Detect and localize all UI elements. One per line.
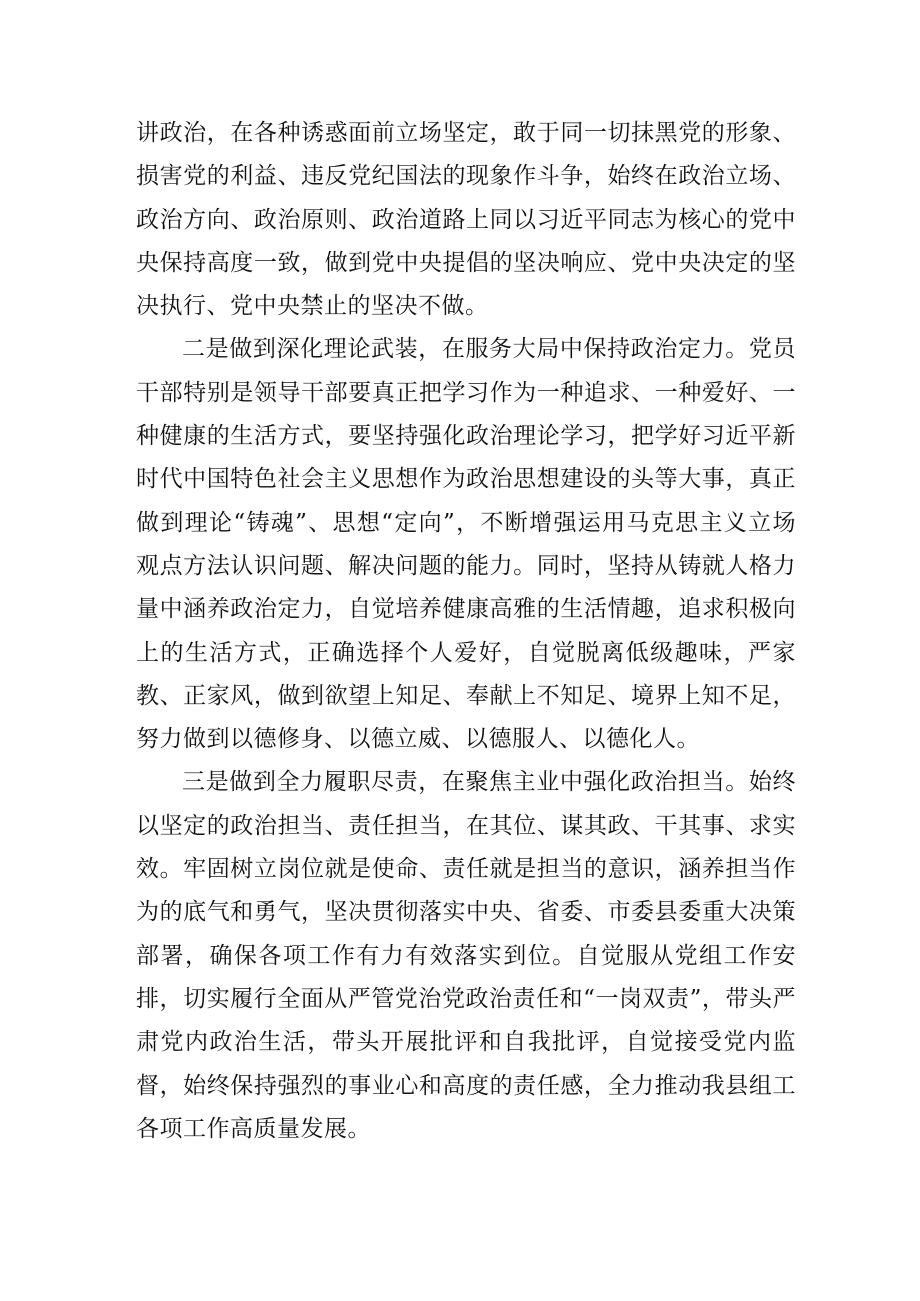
paragraph-continuation: 讲政治，在各种诱惑面前立场坚定，敢于同一切抹黑党的形象、损害党的利益、违反党纪国法的现象作斗争，始终在政治立场、政治方向、政治原则、政治道路上同以习近平同志为核心的党中央保持高度一致，做到党中央提倡的坚决响应、党中央决定的坚决执行、党中央禁止的坚决不做。 [136, 120, 796, 320]
paragraph-point-two: 二是做到深化理论武装，在服务大局中保持政治定力。党员干部特别是领导干部要真正把学习作为一种追求、一种爱好、一种健康的生活方式，要坚持强化政治理论学习，把学好习近平新时代中国特色社会主义思想作为政治思想建设的头等大事，真正做到理论“铸魂”、思想“定向”，不断增强运用马克思主义立场观点方法认识问题、解决问题的能力。同时，坚持从铸就人格力量中涵养政治定力，自觉培养健康高雅的生活情趣，追求积极向上的生活方式，正确选择个人爱好，自觉脱离低级趣味，严家教、正家风，做到欲望上知足、奉献上不知足、境界上知不足，努力做到以德修身、以德立威、以德服人、以德化人。 [136, 336, 796, 753]
document-body [136, 112, 796, 1151]
paragraph-point-three: 三是做到全力履职尽责，在聚焦主业中强化政治担当。始终以坚定的政治担当、责任担当，在其位、谋其政、干其事、求实效。牢固树立岗位就是使命、责任就是担当的意识，涵养担当作为的底气和勇气，坚决贯彻落实中央、省委、市委县委重大决策部署，确保各项工作有力有效落实到位。自觉服从党组工作安排，切实履行全面从严管党治党政治责任和“一岗双责”，带头严肃党内政治生活，带头开展批评和自我批评，自觉接受党内监督，始终保持强烈的事业心和高度的责任感，全力推动我县组工各项工作高质量发展。 [136, 769, 796, 1142]
